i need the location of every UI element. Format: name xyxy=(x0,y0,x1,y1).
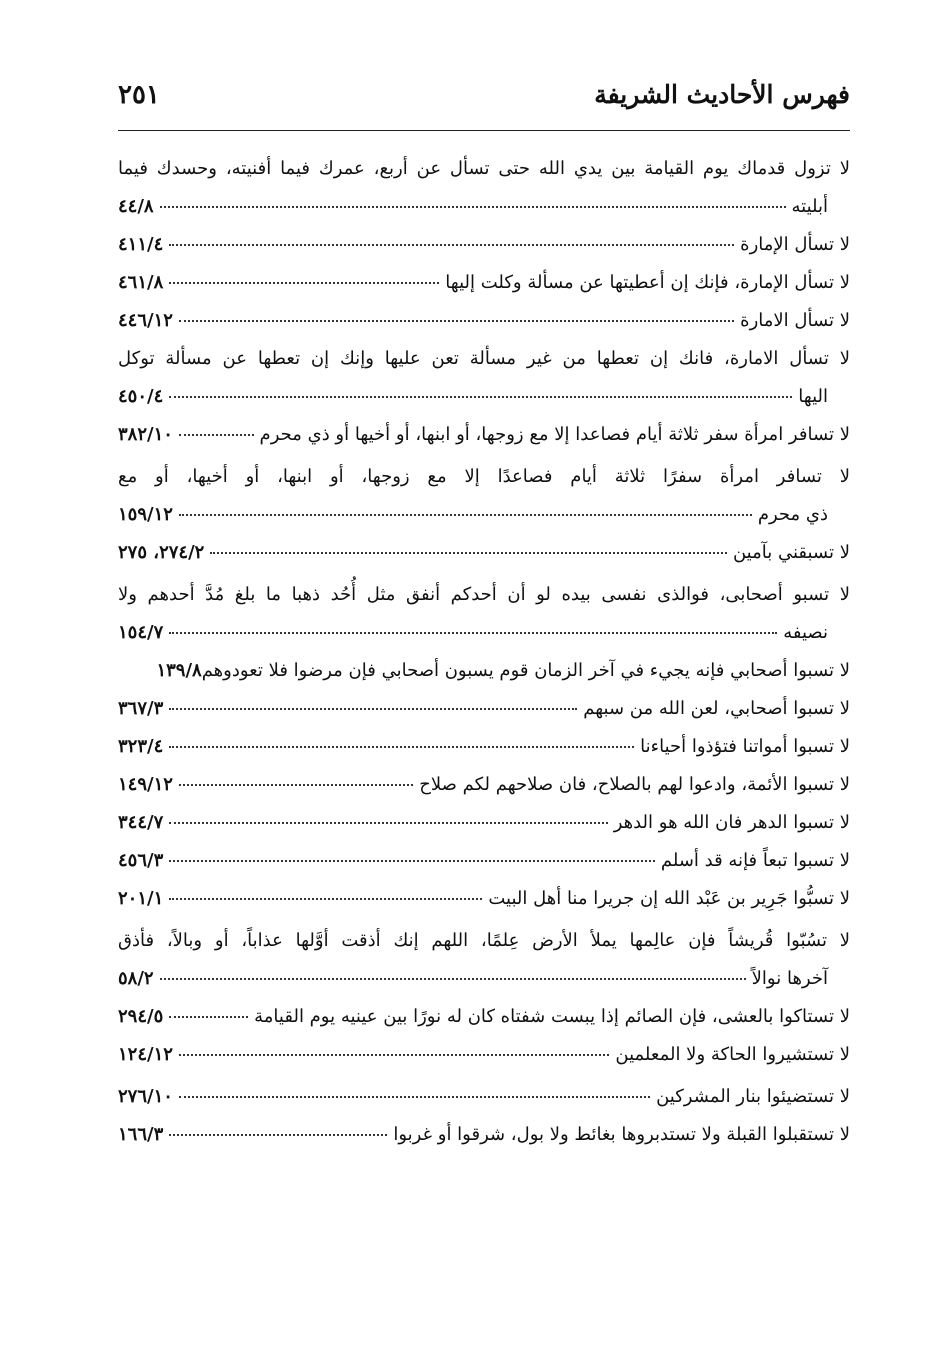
entry-text: لا تسبوا أصحابي فإنه يجيء في آخر الزمان قوم يسبون أصحابي فإن مرضوا فلا تعودوهم xyxy=(201,660,850,681)
index-entry xyxy=(118,1036,850,1074)
leader-dots xyxy=(210,551,727,554)
entry-reference: ١٤٩/١٢ xyxy=(118,774,173,795)
leader-dots xyxy=(169,707,577,710)
entry-text: لا تزول قدماك يوم القيامة بين يدي الله حتى تسأل عن أربع، عمرك فيما أفنيته، وحسدك فيما xyxy=(118,158,850,179)
leader-dots xyxy=(169,1015,248,1018)
index-entry xyxy=(118,842,850,880)
entry-text: لا تسبوا أصحابي، لعن الله من سبهم xyxy=(583,698,850,719)
entry-text: لا تسبوا الدهر فان الله هو الدهر xyxy=(613,812,850,833)
leader-dots xyxy=(179,1095,650,1098)
index-entry xyxy=(118,804,850,842)
entry-text: لا تسافر امرأة سفرًا ثلاثة أيام فصاعدًا إلا مع زوجها، أو ابنها، أو أخيها، أو مع xyxy=(118,466,850,487)
entry-reference: ٤٤٦/١٢ xyxy=(118,310,173,331)
entry-reference: ٣٢٣/٤ xyxy=(118,736,164,757)
entry-reference: ٤٤/٨ xyxy=(118,196,154,217)
entry-reference: ٣٤٤/٧ xyxy=(118,812,164,833)
leader-dots xyxy=(169,281,439,284)
entry-reference: ١٦٦/٣ xyxy=(118,1124,164,1145)
entry-text: لا تسأل الامارة، فانك إن تعطها من غير مسألة تعن عليها وإنك إن تعطها عن مسألة توكل xyxy=(118,348,850,369)
index-entry xyxy=(118,576,850,652)
index-entry xyxy=(118,1078,850,1116)
index-entry xyxy=(118,534,850,572)
page-header xyxy=(118,78,850,120)
entry-reference: ٤٦١/٨ xyxy=(118,272,164,293)
index-entry xyxy=(118,340,850,416)
leader-dots xyxy=(169,897,482,900)
entry-text-continued: ذي محرم xyxy=(757,504,828,525)
page-title: فهرس الأحاديث الشريفة xyxy=(594,80,850,109)
index-entry xyxy=(118,302,850,340)
leader-dots xyxy=(179,513,752,516)
entry-reference: ٢٠١/١ xyxy=(118,888,164,909)
entry-reference: ٥٨/٢ xyxy=(118,968,154,989)
index-entry xyxy=(118,1116,850,1154)
entry-reference: ٣٨٢/١٠ xyxy=(118,424,173,445)
entry-reference: ٢٩٤/٥ xyxy=(118,1006,164,1027)
entry-reference: ١٥٤/٧ xyxy=(118,622,164,643)
index-entry xyxy=(118,652,850,690)
leader-dots xyxy=(179,319,734,322)
entry-reference: ٤٥٠/٤ xyxy=(118,386,164,407)
entry-reference: ١٢٤/١٢ xyxy=(118,1044,173,1065)
entry-text-continued: أبليته xyxy=(791,196,828,217)
entry-text: لا تسأل الإمارة xyxy=(740,234,850,255)
entry-text: لا تسأل الإمارة، فإنك إن أعطيتها عن مسألة وكلت إليها xyxy=(445,272,850,293)
leader-dots xyxy=(160,977,746,980)
entry-text: لا تسُبّوا قُريشاً فإن عالِمها يملأ الأرض عِلمًا، اللهم إنك أذقت أوَّلها عذاباً، أو وبالاً، فأذق xyxy=(118,930,850,951)
entry-text: لا تسبُّوا جَرِير بن عَبْد الله إن جريرا منا أهل البيت xyxy=(488,888,850,909)
entry-text-continued: اليها xyxy=(798,386,828,407)
entry-reference: ١٣٩/٨ xyxy=(156,660,202,681)
leader-dots xyxy=(160,205,786,208)
index-entry xyxy=(118,922,850,998)
index-entry xyxy=(118,416,850,454)
leader-dots xyxy=(169,631,777,634)
entry-reference: ٢٧٤/٢، ٢٧٥ xyxy=(118,542,205,563)
index-entry xyxy=(118,880,850,918)
leader-dots xyxy=(169,395,792,398)
entry-text: لا تسافر امرأة سفر ثلاثة أيام فصاعدا إلا مع زوجها، أو ابنها، أو أخيها أو ذي محرم xyxy=(259,424,850,445)
leader-dots xyxy=(169,243,734,246)
entry-text-continued: نصيفه xyxy=(783,622,828,643)
entry-text-continued: آخرها نوالاً xyxy=(751,968,828,989)
leader-dots xyxy=(179,783,413,786)
entry-text: لا تستضيئوا بنار المشركين xyxy=(656,1086,850,1107)
entry-reference: ١٥٩/١٢ xyxy=(118,504,173,525)
entry-text: لا تسأل الامارة xyxy=(740,310,850,331)
page-number: ٢٥١ xyxy=(118,80,160,110)
leader-dots xyxy=(169,1133,387,1136)
entry-text: لا تسبو أصحابى، فوالذى نفسى بيده لو أن أحدكم أنفق مثل أُحُد ذهبا ما بلغ مُدَّ أحدهم ولا xyxy=(118,584,850,605)
entry-reference: ٤١١/٤ xyxy=(118,234,164,255)
leader-dots xyxy=(169,821,607,824)
hadith-index-list xyxy=(118,150,850,1154)
entry-text: لا تسبوا أمواتنا فتؤذوا أحياءنا xyxy=(640,736,850,757)
leader-dots xyxy=(179,1053,609,1056)
leader-dots xyxy=(169,859,655,862)
entry-text: لا تسبوا الأئمة، وادعوا لهم بالصلاح، فان صلاحهم لكم صلاح xyxy=(419,774,850,795)
index-entry xyxy=(118,458,850,534)
entry-text: لا تسبوا تبعاً فإنه قد أسلم xyxy=(660,850,850,871)
index-entry xyxy=(118,766,850,804)
entry-text: لا تستاكوا بالعشى، فإن الصائم إذا يبست شفتاه كان له نورًا بين عينيه يوم القيامة xyxy=(254,1006,850,1027)
entry-text: لا تستقبلوا القبلة ولا تستدبروها بغائط ولا بول، شرقوا أو غربوا xyxy=(393,1124,850,1145)
index-entry xyxy=(118,226,850,264)
leader-dots xyxy=(169,745,634,748)
entry-text: لا تسبقني بآمين xyxy=(732,542,850,563)
leader-dots xyxy=(179,433,254,436)
entry-reference: ٣٦٧/٣ xyxy=(118,698,164,719)
entry-reference: ٤٥٦/٣ xyxy=(118,850,164,871)
index-entry xyxy=(118,264,850,302)
index-entry xyxy=(118,150,850,226)
header-divider xyxy=(118,130,850,131)
entry-reference: ٢٧٦/١٠ xyxy=(118,1086,173,1107)
index-entry xyxy=(118,728,850,766)
index-entry xyxy=(118,690,850,728)
index-entry xyxy=(118,998,850,1036)
entry-text: لا تستشيروا الحاكة ولا المعلمين xyxy=(615,1044,850,1065)
